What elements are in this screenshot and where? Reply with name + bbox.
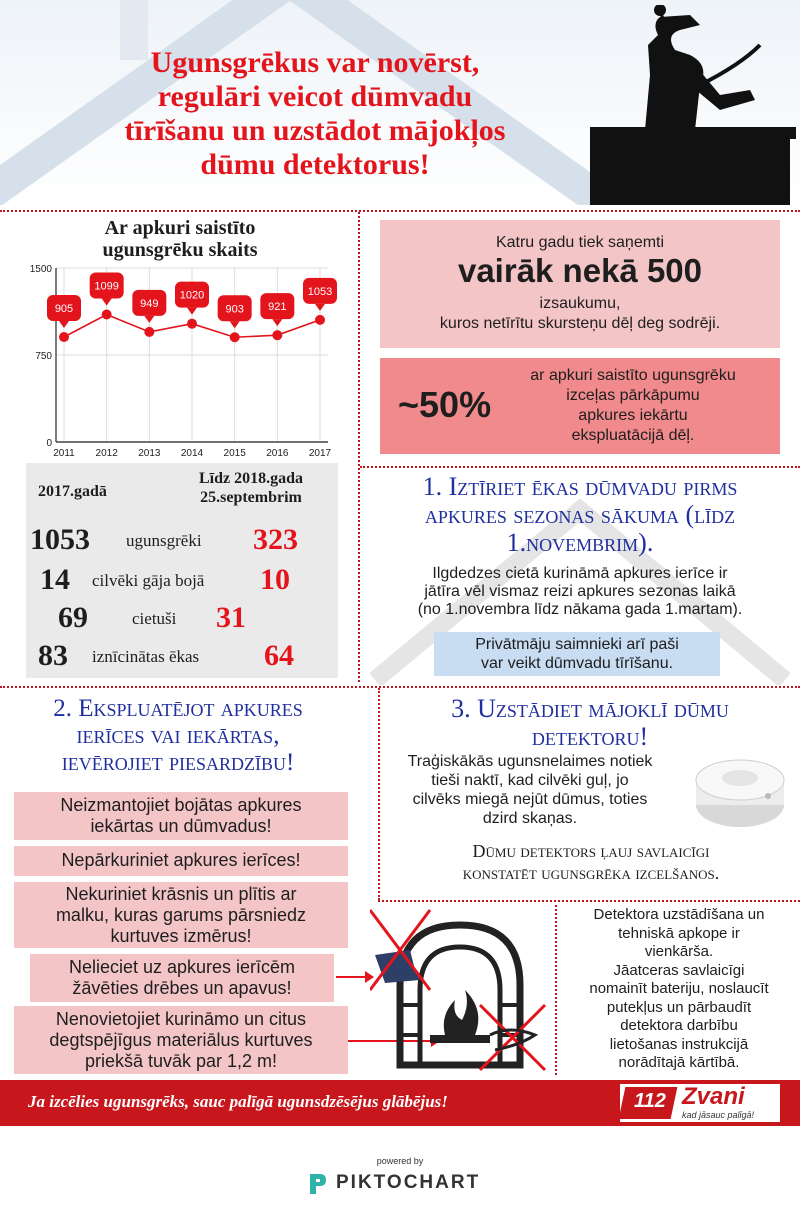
data-label-pointer <box>102 299 112 306</box>
stat-label: cietuši <box>132 609 177 628</box>
tip-box <box>14 882 348 948</box>
body-line: Traģiskākās ugunsnelaimes notiek <box>407 753 653 770</box>
stat-label: ugunsgrēki <box>126 531 202 550</box>
data-point <box>272 330 282 340</box>
fireplace-icon <box>370 905 550 1075</box>
side-line: Detektora uzstādīšana un <box>593 906 765 923</box>
smoke-detector-icon <box>690 750 790 832</box>
tip-line: Neizmantojiet bojātas apkures <box>60 795 302 815</box>
piktochart-icon <box>306 1172 328 1196</box>
body-line: Ilgdedzes cietā kurināmā apkures ierīce ir <box>432 565 728 582</box>
stat-label: cilvēki gāja bojā <box>92 571 205 590</box>
fact-box-percent <box>380 358 780 454</box>
section3-body <box>380 752 680 828</box>
fact-box-calls <box>380 220 780 348</box>
tip-line: Nekuriniet krāsnis un plītis ar <box>65 884 297 904</box>
data-label-pointer <box>187 308 197 315</box>
stat-label: iznīcinātas ēkas <box>92 647 200 666</box>
body-line: tieši naktī, kad cilvēki guļ, jo <box>431 772 629 789</box>
data-point <box>59 332 69 342</box>
title-line: regulāri veicot dūmvadu <box>157 80 473 113</box>
fact-text: Katru gadu tiek saņemti <box>495 234 665 251</box>
brand-name: PIKTOCHART <box>336 1172 481 1193</box>
fires-line-chart <box>22 258 340 463</box>
emph-line: konstatēt ugunsgrēka izcelšanos. <box>462 863 720 883</box>
data-label-pointer <box>144 316 154 323</box>
chimney-sweep-silhouette-icon <box>590 5 800 205</box>
title-line: detektoru! <box>531 722 649 751</box>
note-line: var veikt dūmvadu tīrīšanu. <box>480 655 674 672</box>
x-tick-label: 2013 <box>138 448 161 459</box>
section1-body <box>366 565 794 619</box>
data-label: 1053 <box>307 285 333 298</box>
body-line: (no 1.novembra līdz nākama gada 1.martam). <box>417 601 743 618</box>
data-label: 903 <box>225 303 244 316</box>
piktochart-logo[interactable] <box>306 1170 506 1200</box>
logo-number: 112 <box>634 1090 666 1112</box>
divider <box>555 905 557 1075</box>
title-line: dūmu detektorus! <box>200 148 430 181</box>
stats-row <box>28 599 338 635</box>
side-line: putekļus un pārbaudīt <box>606 998 752 1016</box>
tip-box <box>14 846 348 876</box>
data-label: 1020 <box>179 289 205 302</box>
logo-word: Zvani <box>682 1083 745 1110</box>
section1-title <box>366 473 794 557</box>
stat-2018: 31 <box>216 601 246 634</box>
side-line: lietošanas instrukcijā <box>609 1035 749 1053</box>
data-point <box>230 332 240 342</box>
emergency-logo <box>620 1084 780 1122</box>
divider <box>358 212 360 682</box>
tip-line: Nenovietojiet kurināmo un citus <box>55 1009 307 1029</box>
stats-panel <box>26 463 338 678</box>
stats-header-2018 <box>166 469 336 507</box>
stat-2017: 1053 <box>30 523 90 556</box>
stat-2017: 69 <box>58 601 88 634</box>
y-tick-label: 0 <box>46 438 52 449</box>
section3-title <box>385 695 795 751</box>
tip-line: degtspējīgus materiālus kurtuves <box>49 1030 313 1050</box>
title-line: ievērojiet piesardzību! <box>61 749 295 776</box>
divider <box>378 900 800 902</box>
divider <box>0 210 800 212</box>
stat-2018: 10 <box>260 563 290 596</box>
section1-note <box>434 632 720 676</box>
stat-2017: 14 <box>40 563 70 596</box>
stats-table <box>28 521 338 671</box>
fact-line: izceļas pārkāpumu <box>566 387 700 404</box>
title-line: 1.novembrim). <box>506 528 654 557</box>
tip-box <box>14 1006 348 1074</box>
side-line: norādītajā kārtībā. <box>618 1054 740 1071</box>
fact-big-number: ~50% <box>398 384 492 425</box>
footer-banner <box>0 1080 800 1126</box>
stats-row <box>28 561 338 597</box>
note-line: Privātmāju saimnieki arī paši <box>475 636 679 653</box>
fact-text: izsaukumu, <box>539 295 621 312</box>
header-line: Līdz 2018.gada <box>198 470 303 487</box>
stat-2017: 83 <box>38 639 68 672</box>
powered-by-label: powered by <box>376 1156 424 1166</box>
data-point <box>102 310 112 320</box>
data-point <box>315 315 325 325</box>
side-line: Jāatceras savlaicīgi <box>613 961 745 979</box>
side-line: tehniskā apkope ir <box>618 924 740 942</box>
tip-line: malku, kuras garums pārsniedz <box>55 905 307 925</box>
arrow-icon <box>336 976 372 978</box>
body-line: dzird skaņas. <box>482 810 578 827</box>
title-line: 1. Iztīriet ēkas dūmvadu pirms <box>422 472 738 501</box>
x-tick-label: 2014 <box>180 448 204 459</box>
data-label-pointer <box>59 321 69 328</box>
x-tick-label: 2015 <box>223 448 246 459</box>
side-line: nomainīt bateriju, noslaucīt <box>589 980 769 997</box>
stat-2018: 64 <box>264 639 294 672</box>
title-line: Ugunsgrēkus var novērst, <box>150 46 480 79</box>
tip-line: Nepārkuriniet apkures ierīces! <box>61 850 301 870</box>
tip-box <box>14 792 348 840</box>
data-point <box>187 319 197 329</box>
banner-text: Ja izcēlies ugunsgrēks, sauc palīgā ugunsdzēsējus glābējus! <box>28 1092 448 1111</box>
page-title <box>70 46 560 182</box>
data-label: 921 <box>268 301 287 314</box>
chart-title: Ar apkuri saistīto ugunsgrēku skaits <box>102 217 258 261</box>
body-line: cilvēks miegā nejūt dūmus, toties <box>412 791 648 808</box>
fact-line: ekspluatācijā dēļ. <box>571 427 695 444</box>
title-line: ierīces vai iekārtas, <box>76 722 280 749</box>
data-label: 949 <box>140 297 159 310</box>
fact-line: apkures iekārtu <box>578 407 688 424</box>
fact-text <box>498 366 768 446</box>
data-point <box>144 327 154 337</box>
body-line: jātīra vēl vismaz reizi apkures sezonas laikā <box>424 583 736 600</box>
section3-emphasis <box>386 840 796 884</box>
data-label: 1099 <box>94 280 119 293</box>
logo-slogan: kad jāsauc palīgā! <box>682 1110 755 1120</box>
x-tick-label: 2012 <box>95 448 118 459</box>
x-tick-label: 2017 <box>308 448 332 459</box>
tip-line: priekšā tuvāk par 1,2 m! <box>84 1051 278 1071</box>
stat-2018: 323 <box>253 523 298 556</box>
stats-row <box>28 521 338 557</box>
tip-line: iekārtas un dūmvadus! <box>90 816 272 836</box>
divider <box>0 686 800 688</box>
stats-row <box>28 637 338 673</box>
hero-section <box>0 0 800 205</box>
data-label-pointer <box>230 321 240 328</box>
tip-line: kurtuves izmērus! <box>110 926 252 946</box>
side-line: vienkārša. <box>644 943 714 960</box>
section3-side-text <box>560 906 798 1073</box>
header-line: 25.septembrim <box>200 489 302 506</box>
fact-big-number: vairāk nekā 500 <box>457 252 703 289</box>
data-label-pointer <box>315 304 325 311</box>
tip-line: žāvēties drēbes un apavus! <box>72 978 292 998</box>
title-line: 3. Uzstādiet mājoklī dūmu <box>451 694 729 723</box>
x-tick-label: 2011 <box>53 448 75 459</box>
y-tick-label: 750 <box>35 351 52 362</box>
data-label: 905 <box>54 303 74 316</box>
y-tick-label: 1500 <box>29 264 52 275</box>
side-line: detektora darbību <box>620 1017 738 1034</box>
fact-line: ar apkuri saistīto ugunsgrēku <box>530 367 736 384</box>
title-line: apkures sezonas sākuma (līdz <box>424 500 736 529</box>
fact-text: kuros netīrītu skursteņu dēļ deg sodrēji. <box>439 315 721 332</box>
data-label-pointer <box>272 319 282 326</box>
x-tick-label: 2016 <box>266 448 289 459</box>
divider <box>360 466 800 468</box>
title-line: tīrīšanu un uzstādot mājokļos <box>124 114 506 147</box>
title-line: 2. Ekspluatējot apkures <box>53 695 303 722</box>
section2-title <box>18 695 338 776</box>
tip-box <box>30 954 334 1002</box>
stats-header-2017: 2017.gadā <box>38 483 107 500</box>
tip-line: Nelieciet uz apkures ierīcēm <box>68 957 296 977</box>
emph-line: Dūmu detektors ļauj savlaicīgi <box>472 841 710 861</box>
